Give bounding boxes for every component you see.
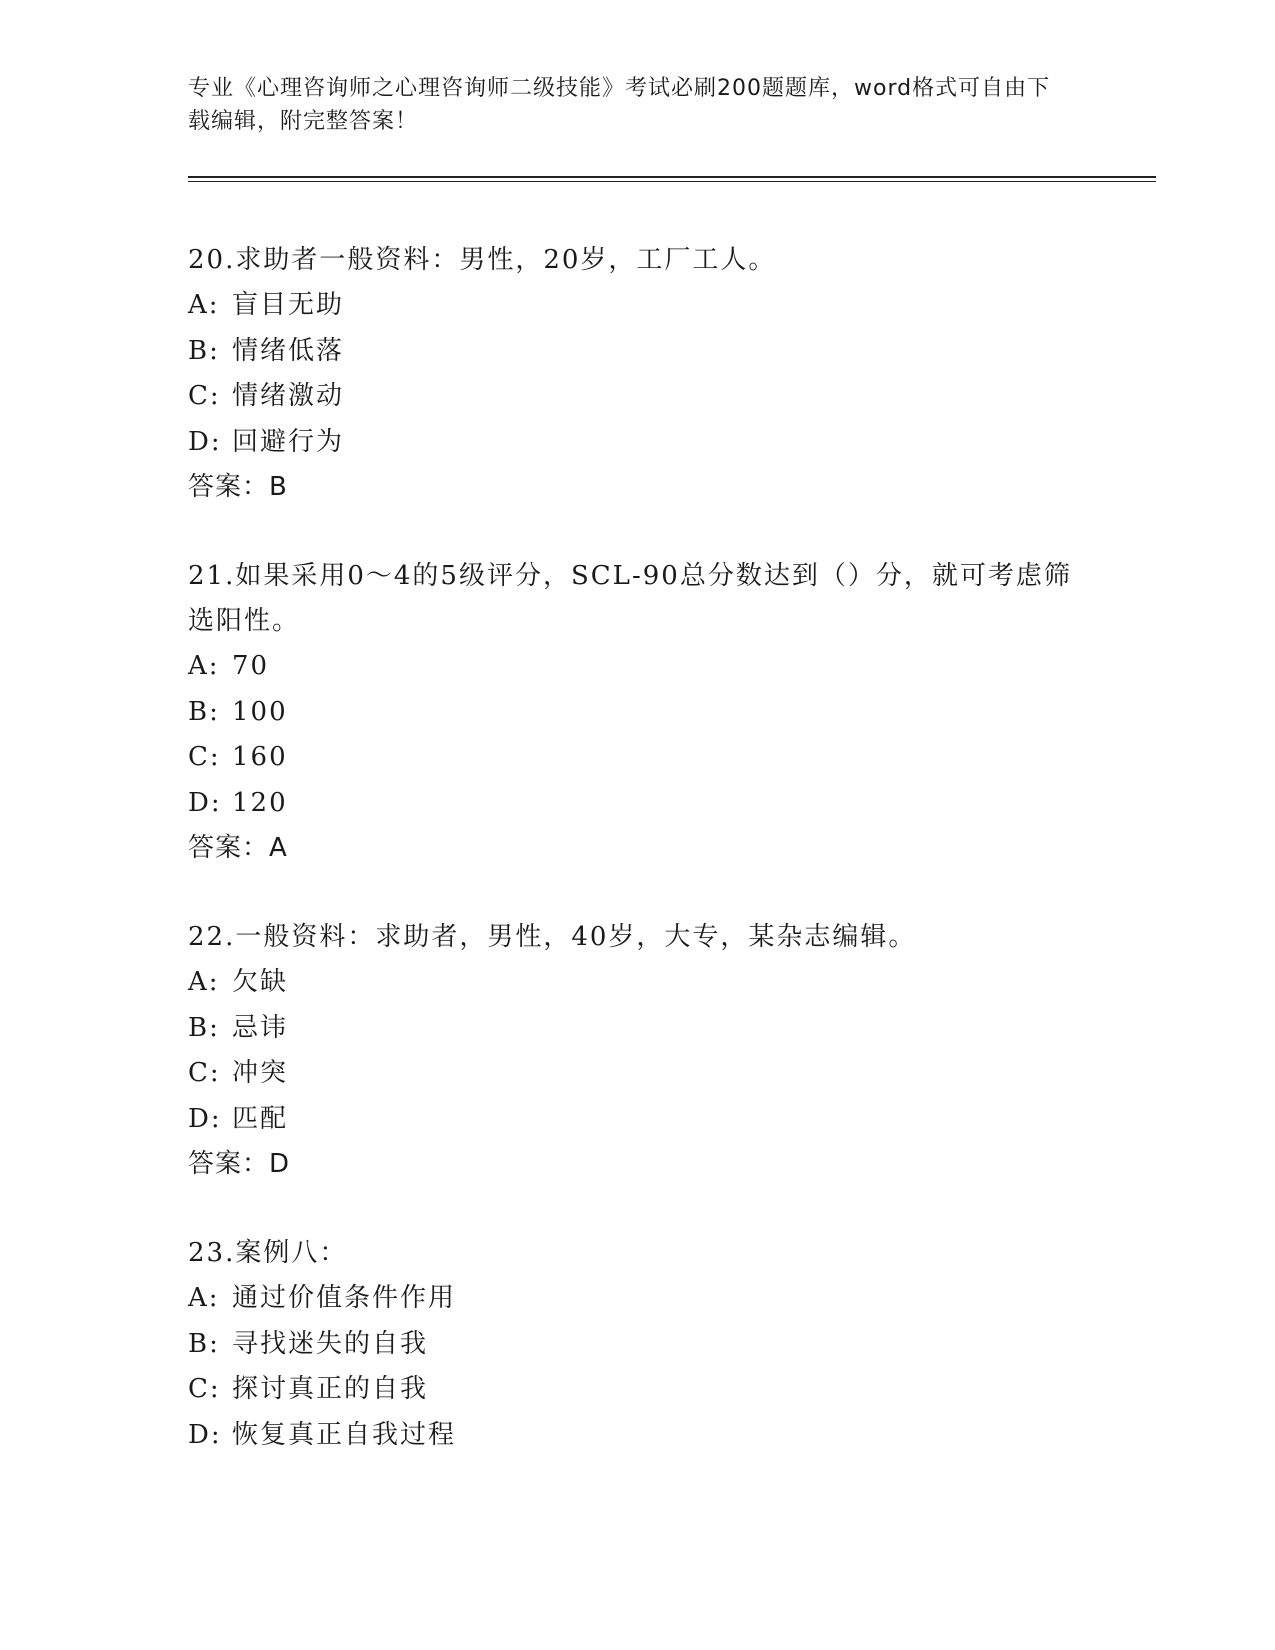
option-key: D: (188, 1103, 222, 1134)
option-text: 情绪激动 (232, 381, 345, 411)
option-text: 忌讳 (232, 1012, 289, 1043)
option-text: 盲目无助 (232, 290, 345, 320)
option-text: 探讨真正的自我 (232, 1374, 429, 1404)
header-divider-thin (188, 181, 1156, 182)
question-23 (188, 1231, 1088, 1458)
option-d (188, 781, 1088, 827)
option-d (188, 420, 1088, 466)
answer-line: 答案：A (188, 833, 288, 863)
option-text: 120 (232, 787, 288, 818)
question-stem: 23.案例八： (188, 1238, 348, 1268)
option-b (188, 690, 1088, 736)
option-b (188, 1006, 1088, 1052)
option-text: 回避行为 (232, 426, 345, 457)
answer-line: 答案：D (188, 1149, 291, 1179)
option-text: 欠缺 (232, 967, 289, 997)
option-text: 冲突 (232, 1058, 289, 1088)
option-key: C: (188, 381, 221, 411)
option-c (188, 374, 1088, 420)
option-a (188, 1276, 1088, 1322)
question-list (188, 238, 1088, 1502)
answer-line: 答案：B (188, 472, 288, 502)
question-21 (188, 554, 1088, 871)
option-text: 匹配 (232, 1103, 289, 1134)
option-key: A: (188, 1283, 220, 1313)
option-d (188, 1097, 1088, 1143)
option-key: D: (188, 426, 222, 457)
header-divider-thick (188, 176, 1156, 178)
option-key: D: (188, 1419, 222, 1450)
question-20 (188, 238, 1088, 510)
option-text: 通过价值条件作用 (232, 1283, 457, 1313)
option-b (188, 1322, 1088, 1368)
option-text: 70 (232, 651, 270, 681)
option-d (188, 1413, 1088, 1459)
option-key: A: (188, 967, 220, 997)
option-key: C: (188, 742, 221, 772)
option-key: B: (188, 335, 220, 366)
option-text: 寻找迷失的自我 (232, 1328, 429, 1359)
option-key: B: (188, 1328, 220, 1359)
option-key: A: (188, 651, 220, 681)
option-c (188, 1051, 1088, 1097)
option-text: 160 (232, 742, 288, 772)
option-key: D: (188, 787, 222, 818)
option-text: 恢复真正自我过程 (232, 1419, 457, 1450)
document-intro: 专业《心理咨询师之心理咨询师二级技能》考试必刷200题题库，word格式可自由下载编辑，附完整答案！ (188, 76, 1051, 134)
option-text: 情绪低落 (232, 335, 345, 366)
question-22 (188, 915, 1088, 1187)
question-stem: 20.求助者一般资料：男性，20岁，工厂工人。 (188, 245, 777, 275)
option-c (188, 735, 1088, 781)
option-key: C: (188, 1374, 221, 1404)
option-c (188, 1367, 1088, 1413)
option-a (188, 283, 1088, 329)
option-b (188, 329, 1088, 375)
option-key: C: (188, 1058, 221, 1088)
option-key: A: (188, 290, 220, 320)
option-key: B: (188, 696, 220, 727)
option-key: B: (188, 1012, 220, 1043)
question-stem: 21.如果采用0～4的5级评分，SCL-90总分数达到（）分，就可考虑筛选阳性。 (188, 561, 1072, 636)
question-stem: 22.一般资料：求助者，男性，40岁，大专，某杂志编辑。 (188, 922, 917, 952)
option-a (188, 644, 1088, 690)
option-text: 100 (232, 696, 288, 727)
option-a (188, 960, 1088, 1006)
